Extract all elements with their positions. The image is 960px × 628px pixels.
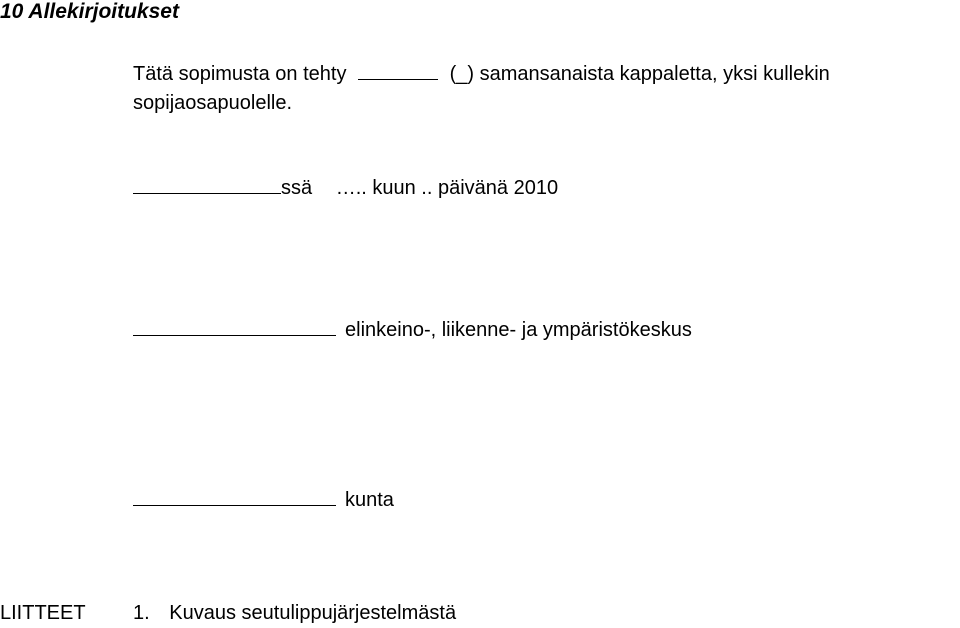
place-suffix: ssä [281, 177, 313, 199]
section-heading: 10 Allekirjoitukset [0, 0, 179, 23]
signature-line-ely [133, 318, 692, 342]
agreement-text-before-blank: Tätä sopimusta on tehty [133, 63, 347, 85]
copies-count-blank [358, 78, 438, 80]
attachments-label: LIITTEET [0, 602, 86, 624]
signature-blank-ely [133, 334, 336, 336]
attachment-number: 1. [133, 602, 150, 624]
agreement-line-1 [133, 62, 830, 86]
place-blank [133, 192, 281, 194]
agreement-line-2: sopijaosapuolelle. [133, 92, 293, 114]
place-date-line [133, 176, 558, 200]
signature-blank-kunta [133, 504, 336, 506]
signature-party-kunta: kunta [345, 489, 394, 511]
agreement-text-after-blank: (_) samansanaista kappaletta, yksi kullekin [449, 63, 830, 85]
attachment-title: Kuvaus seutulippujärjestelmästä [169, 602, 457, 624]
date-text: ….. kuun .. päivänä 2010 [335, 177, 559, 199]
attachment-item [133, 601, 456, 625]
signature-line-kunta [133, 488, 394, 512]
signature-party-ely: elinkeino-, liikenne- ja ympäristökeskus [345, 319, 692, 341]
